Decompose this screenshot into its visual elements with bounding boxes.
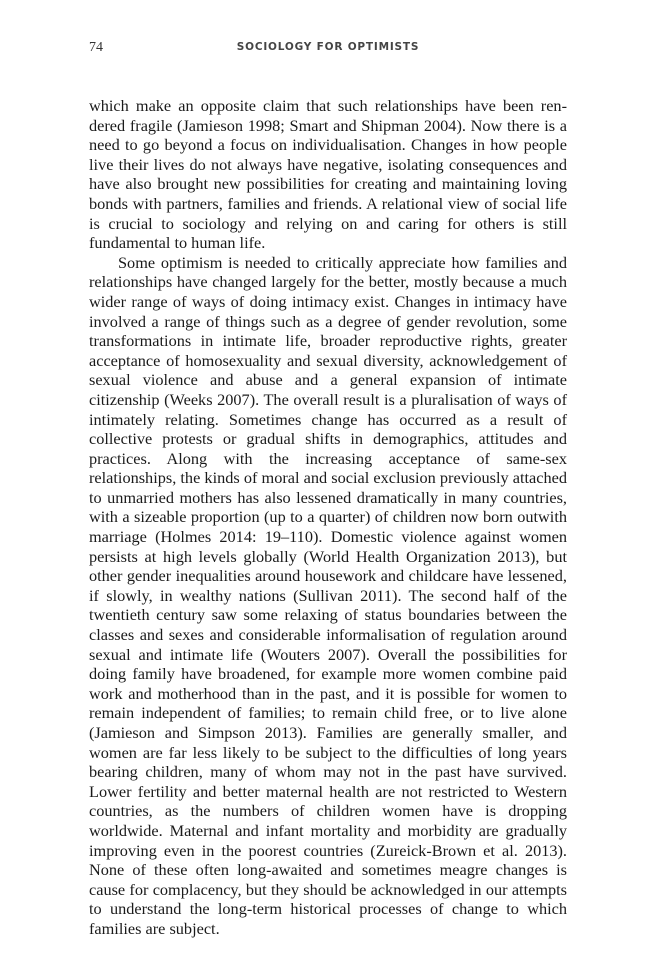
body-text: [89, 96, 567, 939]
paragraph-optimism: Some optimism is needed to critically appreciate how families and relationships have changed largely for the better, mostly because a much wider range of ways of doing intimacy exist. Changes in intimacy have involved a range of things such as a degree of gender revolution, some transformations in intimate life, broader reproductive rights, greater acceptance of homosexuality and sexual diversity, acknowledgement of sexual violence and abuse and a general expansion of intimate citizenship (Weeks 2007). The overall result is a pluralisation of ways of intimately relating. Sometimes change has occurred as a result of collective protests or gradual shifts in demographics, attitudes and practices. Along with the increasing acceptance of same-sex relationships, the kinds of moral and social exclusion previously attached to unmarried mothers has also lessened dramatically in many countries, with a sizeable proportion (up to a quarter) of children now born outwith marriage (Holmes 2014: 19–110). Domestic violence against women persists at high levels globally (World Health Organization 2013), but other gender inequalities around housework and childcare have lessened, if slowly, in wealthy nations (Sullivan 2011). The second half of the twentieth century saw some relaxing of status boundaries between the classes and sexes and considerable informalisation of regulation around sexual and intimate life (Wouters 2007). Overall the possibilities for doing family have broadened, for example more women combine paid work and motherhood than in the past, and it is possible for women to remain independent of families; to remain child free, or to live alone (Jamieson and Simpson 2013). Families are generally smaller, and women are far less likely to be subject to the difficulties of long years bearing children, many of whom may not in the past have survived. Lower fertility and better maternal health are not restricted to Western countries, as the numbers of children women have is dropping worldwide. Maternal and infant mortality and morbidity are gradually improving even in the poorest countries (Zureick-Brown et al. 2013). None of these often long-awaited and sometimes meagre changes is cause for complacency, but they should be acknowledged in our attempts to understand the long-term historical processes of change to which families are subject.: [89, 252, 567, 938]
page-number: 74: [89, 40, 103, 55]
paragraph-continued: which make an opposite claim that such relationships have been rendered fragile (Jamieson 1998; Smart and Shipman 2004). Now there is a need to go beyond a focus on individualisation. Changes in how people live their lives do not always have negative, isolating consequences and have also brought new possibilities for creating and maintaining loving bonds with partners, families and friends. A relational view of social life is crucial to sociology and relying on and caring for others is still fundamental to human life.: [89, 96, 567, 253]
running-header: [89, 40, 567, 60]
book-title: SOCIOLOGY FOR OPTIMISTS: [236, 41, 420, 53]
